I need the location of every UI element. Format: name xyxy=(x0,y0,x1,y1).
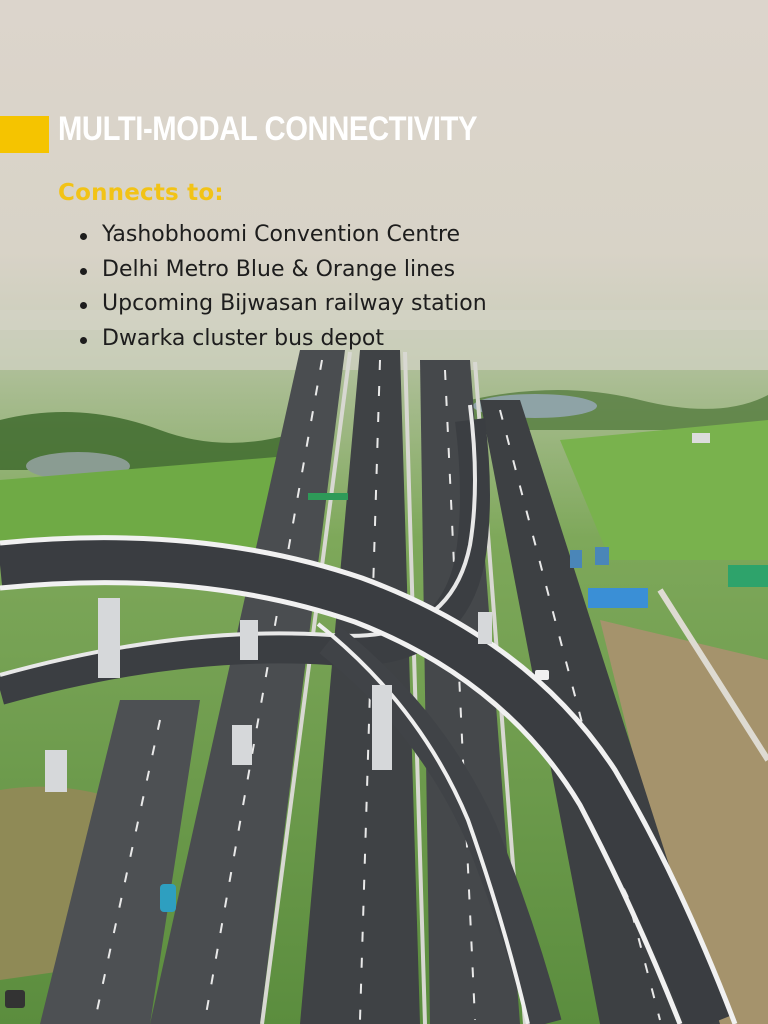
connects-to-heading: Connects to: xyxy=(58,180,224,206)
list-item-label: Dwarka cluster bus depot xyxy=(102,325,385,351)
list-item-label: Delhi Metro Blue & Orange lines xyxy=(102,256,456,282)
list-item-label: Yashobhoomi Convention Centre xyxy=(102,222,461,247)
list-item-label: Upcoming Bijwasan railway station xyxy=(102,291,487,316)
list-item xyxy=(78,218,487,253)
title-accent-bar xyxy=(0,116,49,153)
bullet-icon xyxy=(80,268,87,275)
page-title: MULTI-MODAL CONNECTIVITY xyxy=(58,110,478,148)
bullet-icon xyxy=(80,233,87,240)
bullet-icon xyxy=(80,337,87,344)
list-item xyxy=(78,322,487,357)
destinations-list xyxy=(78,218,487,356)
bullet-icon xyxy=(80,302,87,309)
list-item xyxy=(78,287,487,322)
list-item xyxy=(78,253,487,288)
